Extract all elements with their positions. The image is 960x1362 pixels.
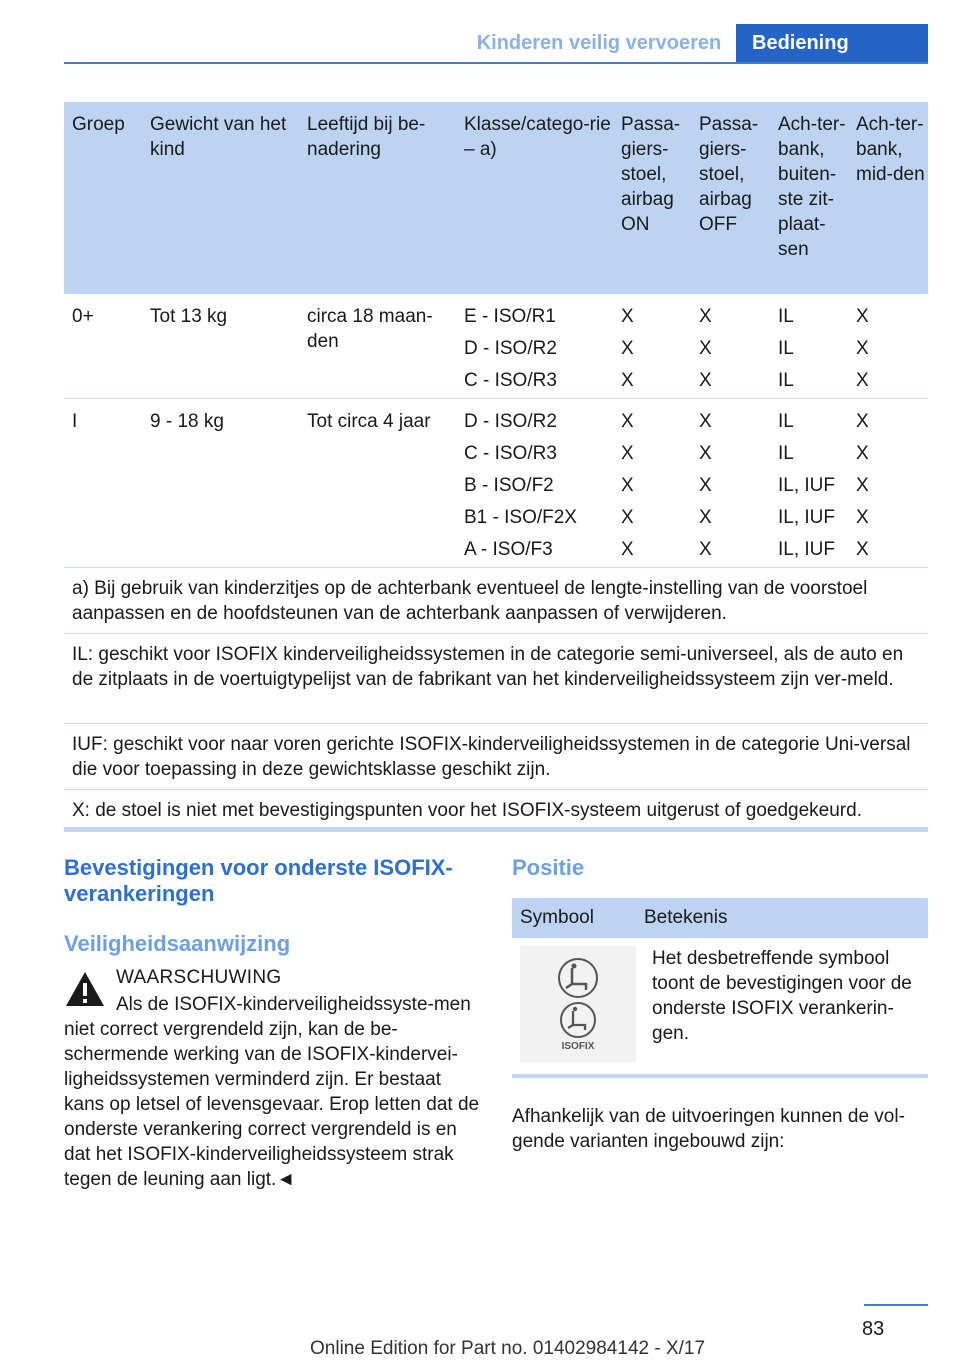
rear-outer-value: IL (778, 411, 794, 432)
cell-klasse (456, 304, 613, 398)
safety-subheading: Veiligheidsaanwijzing (64, 931, 291, 956)
header-meaning: Betekenis (644, 907, 728, 928)
header-cell: Ach-ter-bank, mid-den (856, 114, 925, 185)
header-symbol: Symbool (520, 907, 594, 928)
table-note-iuf: IUF: geschikt voor naar voren gerichte ISOFIX-kinderveiligheidssystemen in de categorie Uni-versal die voor toepassing in deze gewichtsklasse geschikt zijn. (64, 724, 928, 790)
section-heading: Bevestigingen voor onderste ISOFIX-verankeringen (64, 855, 453, 906)
cell-rear-outer (770, 409, 848, 567)
airbag-on-value: X (621, 475, 634, 496)
cell-gewicht: 9 - 18 kg (150, 411, 224, 432)
header-cell: Passa-giers-stoel, airbag ON (621, 114, 681, 235)
klasse-value: E - ISO/R1 (464, 306, 556, 327)
header-cell: Gewicht van het kind (150, 114, 287, 160)
airbag-on-value: X (621, 539, 634, 560)
header-section-tab[interactable]: Kinderen veilig vervoeren (476, 32, 722, 54)
header-cell: Groep (72, 114, 125, 135)
symbol-table-bottom-rule (512, 1074, 928, 1078)
airbag-on-value: X (621, 507, 634, 528)
symbol-meaning: Het desbetreffende symbool toont de bevestigingen voor de onderste ISOFIX verankerin-gen. (652, 948, 912, 1044)
rear-outer-value: IL, IUF (778, 507, 836, 528)
klasse-value: C - ISO/R3 (464, 443, 557, 464)
rear-middle-value: X (856, 475, 869, 496)
cell-rear-outer (770, 304, 848, 398)
cell-leeftijd: circa 18 maan-den (307, 306, 433, 352)
header-cell: Leeftijd bij be-nadering (307, 114, 426, 160)
cell-groep: I (72, 411, 78, 432)
table-row (64, 399, 928, 568)
rear-outer-value: IL, IUF (778, 475, 836, 496)
table-note-x: X: de stoel is niet met bevestigingspunten voor het ISOFIX-systeem uitgerust of goedgekeurd. (72, 800, 862, 821)
cell-rear-middle (848, 304, 928, 398)
rear-outer-value: IL, IUF (778, 539, 836, 560)
rear-outer-value: IL (778, 306, 794, 327)
airbag-off-value: X (699, 411, 712, 432)
header-cell: Ach-ter-bank, buiten-ste zit-plaat-sen (778, 114, 846, 260)
edition-footer: Online Edition for Part no. 01402984142 - X/17 (310, 1338, 706, 1359)
rear-middle-value: X (856, 443, 869, 464)
airbag-on-value: X (621, 306, 634, 327)
airbag-on-value: X (621, 338, 634, 359)
symbol-table-header (512, 898, 928, 938)
header-cell: Klasse/catego-rie – a) (464, 114, 611, 160)
warning-text: Als de ISOFIX-kinderveiligheidssyste-men niet correct vergrendeld zijn, kan de be-schermende werking van de ISOFIX-kindervei-ligheidssystemen verminderd zijn. Er bestaat kans op letsel of levensgevaar. Erop letten dat de onderste verankering correct vergrendeld is en dat het ISOFIX-kinderveiligheidssysteem strak tegen de leuning aan ligt.◄ (64, 994, 480, 1190)
page-number-rule (864, 1304, 928, 1306)
cell-airbag-off (691, 409, 770, 567)
cell-airbag-on (613, 304, 691, 398)
klasse-value: A - ISO/F3 (464, 539, 553, 560)
rear-middle-value: X (856, 507, 869, 528)
airbag-off-value: X (699, 338, 712, 359)
klasse-value: C - ISO/R3 (464, 370, 557, 391)
symbol-table (512, 898, 928, 1114)
airbag-on-value: X (621, 411, 634, 432)
airbag-off-value: X (699, 443, 712, 464)
header-cell: Passa-giers-stoel, airbag OFF (699, 114, 759, 235)
position-heading: Positie (512, 855, 585, 880)
cell-airbag-off (691, 304, 770, 398)
rear-middle-value: X (856, 338, 869, 359)
rear-middle-value: X (856, 539, 869, 560)
airbag-off-value: X (699, 370, 712, 391)
klasse-value: D - ISO/R2 (464, 338, 557, 359)
isofix-symbol-image (520, 946, 636, 1062)
variants-text: Afhankelijk van de uitvoeringen kunnen de vol-gende varianten ingebouwd zijn: (512, 1106, 905, 1152)
header-chapter-tab[interactable]: Bediening (736, 24, 928, 62)
cell-rear-middle (848, 409, 928, 567)
klasse-value: D - ISO/R2 (464, 411, 557, 432)
airbag-off-value: X (699, 475, 712, 496)
rear-middle-value: X (856, 411, 869, 432)
rear-outer-value: IL (778, 370, 794, 391)
rear-outer-value: IL (778, 443, 794, 464)
airbag-off-value: X (699, 507, 712, 528)
table-bottom-rule (64, 827, 928, 832)
airbag-on-value: X (621, 370, 634, 391)
table-note-a: a) Bij gebruik van kinderzitjes op de achterbank eventueel de lengte-instelling van de voorstoel aanpassen en de hoofdsteunen van de achterbank aanpassen of verwijderen. (64, 568, 928, 634)
airbag-off-value: X (699, 306, 712, 327)
rear-outer-value: IL (778, 338, 794, 359)
page-number: 83 (862, 1318, 885, 1340)
cell-airbag-on (613, 409, 691, 567)
rear-middle-value: X (856, 370, 869, 391)
header-rule (64, 62, 928, 64)
warning-title: WAARSCHUWING (116, 967, 282, 988)
isofix-table (64, 102, 928, 832)
isofix-symbol-label: ISOFIX (561, 1041, 595, 1052)
cell-leeftijd: Tot circa 4 jaar (307, 411, 431, 432)
klasse-value: B - ISO/F2 (464, 475, 554, 496)
table-header-row (64, 102, 928, 294)
klasse-value: B1 - ISO/F2X (464, 507, 577, 528)
cell-gewicht: Tot 13 kg (150, 306, 228, 327)
symbol-table-row (512, 938, 928, 1114)
airbag-on-value: X (621, 443, 634, 464)
cell-klasse (456, 409, 613, 567)
cell-groep: 0+ (72, 306, 94, 327)
airbag-off-value: X (699, 539, 712, 560)
table-row (64, 294, 928, 399)
table-note-il: IL: geschikt voor ISOFIX kinderveiligheidssystemen in de categorie semi-universeel, als de auto en de zitplaats in de voertuigtypelijst van de fabrikant van het kinderveiligheidssysteem zijn ver-meld. (64, 634, 928, 724)
rear-middle-value: X (856, 306, 869, 327)
